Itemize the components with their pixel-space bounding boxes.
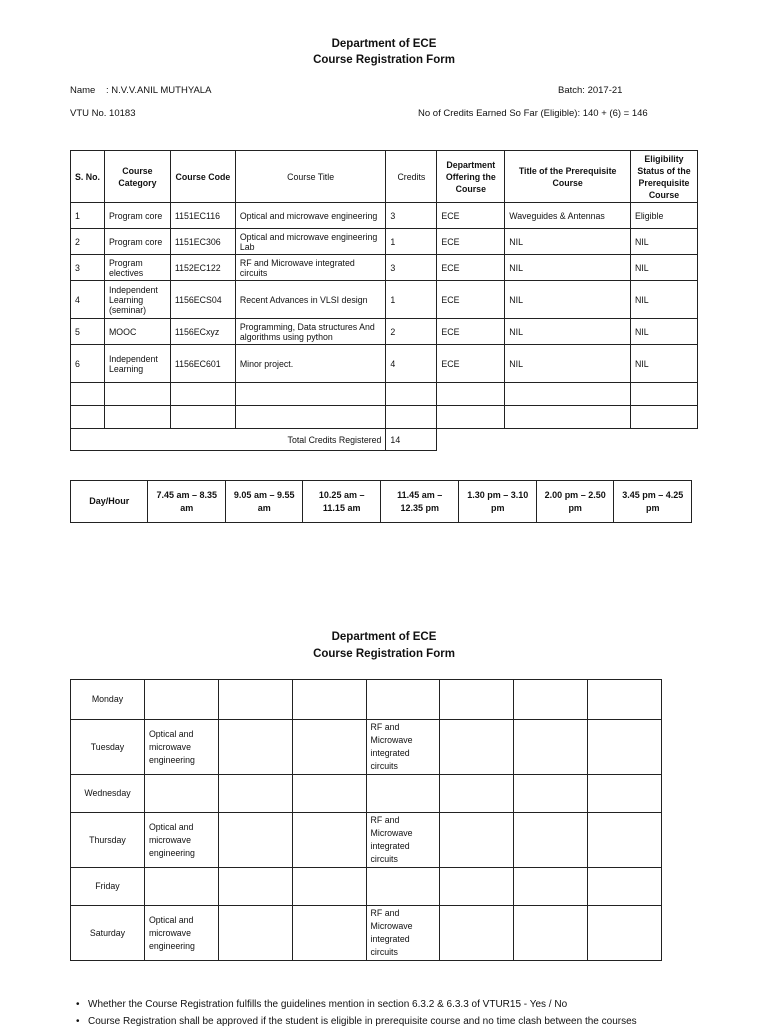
table-cell: ECE (437, 345, 505, 383)
timetable-cell: RF and Microwave integrated circuits (366, 906, 440, 961)
timetable-cell (366, 775, 440, 813)
table-cell: 1151EC306 (170, 229, 235, 255)
day-label: Monday (71, 680, 145, 720)
total-credits-value: 14 (386, 429, 437, 451)
table-cell: 2 (71, 229, 105, 255)
table-cell: Independent Learning (104, 345, 170, 383)
timetable-cell (218, 813, 292, 868)
table-cell (71, 383, 105, 406)
time-slot: 10.25 am – 11.15 am (303, 481, 380, 523)
timetable-row-wednesday (71, 775, 662, 813)
time-slot: 7.45 am – 8.35 am (148, 481, 225, 523)
name-value: : N.V.V.ANIL MUTHYALA (105, 85, 212, 96)
table-cell: 1 (386, 281, 437, 319)
table-cell (630, 406, 697, 429)
table-cell: NIL (505, 255, 631, 281)
table-cell (235, 406, 386, 429)
table-row (71, 203, 698, 229)
timetable-cell (292, 720, 366, 775)
table-cell: Recent Advances in VLSI design (235, 281, 386, 319)
timetable-cell (292, 775, 366, 813)
table-cell (437, 406, 505, 429)
table-cell: Minor project. (235, 345, 386, 383)
timetable-cell (514, 813, 588, 868)
timetable-cell (144, 868, 218, 906)
table-cell: 3 (386, 203, 437, 229)
table-cell: 4 (71, 281, 105, 319)
timetable-cell (292, 680, 366, 720)
time-slot: 9.05 am – 9.55 am (225, 481, 302, 523)
table-cell: 3 (71, 255, 105, 281)
table-cell: ECE (437, 319, 505, 345)
timetable-cell: RF and Microwave integrated circuits (366, 720, 440, 775)
timetable-cell (514, 775, 588, 813)
table-cell: Programming, Data structures And algorithms using python (235, 319, 386, 345)
table-cell (71, 406, 105, 429)
timetable-cell (292, 813, 366, 868)
header-cell: Department Offering the Course (437, 151, 505, 203)
table-cell: ECE (437, 255, 505, 281)
table-cell (630, 383, 697, 406)
day-label: Saturday (71, 906, 145, 961)
timetable-cell (588, 813, 662, 868)
timetable-cell (218, 775, 292, 813)
table-cell: Program electives (104, 255, 170, 281)
table-cell (170, 406, 235, 429)
timetable-cell (588, 775, 662, 813)
table-cell: NIL (630, 281, 697, 319)
name-label: Name (70, 85, 96, 96)
timetable-cell (144, 680, 218, 720)
form-title: Course Registration Form (313, 648, 455, 660)
timetable-cell (218, 868, 292, 906)
timetable-cell: Optical and microwave engineering (144, 906, 218, 961)
day-label: Wednesday (71, 775, 145, 813)
time-slot: 2.00 pm – 2.50 pm (536, 481, 613, 523)
table-cell: 1152EC122 (170, 255, 235, 281)
timetable-row-friday (71, 868, 662, 906)
time-slot-header (71, 481, 692, 523)
time-slot: 1.30 pm – 3.10 pm (459, 481, 536, 523)
table-cell: NIL (630, 255, 697, 281)
table-cell: 1156ECxyz (170, 319, 235, 345)
header-cell: Course Code (170, 151, 235, 203)
timetable-cell (218, 720, 292, 775)
timetable-cell (440, 813, 514, 868)
timetable-cell: RF and Microwave integrated circuits (366, 813, 440, 868)
timetable-cell (292, 868, 366, 906)
timetable-cell (588, 680, 662, 720)
table-cell: ECE (437, 229, 505, 255)
timetable-cell (218, 680, 292, 720)
credits-earned: No of Credits Earned So Far (Eligible): 140 + (6) = 146 (418, 108, 648, 119)
timetable-cell: Optical and microwave engineering (144, 813, 218, 868)
note-item: • Whether the Course Registration fulfills the guidelines mention in section 6.3.2 & 6.3.3 of VTUR15 - Yes / No (88, 996, 637, 1013)
table-cell (386, 406, 437, 429)
table-cell (386, 383, 437, 406)
table-row (71, 229, 698, 255)
form-title: Course Registration Form (313, 54, 455, 66)
table-cell: NIL (630, 345, 697, 383)
timetable-cell (144, 775, 218, 813)
table-cell (170, 383, 235, 406)
table-cell: 1 (71, 203, 105, 229)
timetable-cell (514, 680, 588, 720)
timetable-cell: Optical and microwave engineering (144, 720, 218, 775)
table-row (71, 255, 698, 281)
form-department-heading: Department of ECE (331, 38, 437, 50)
batch: Batch: 2017-21 (558, 85, 623, 96)
day-label: Tuesday (71, 720, 145, 775)
empty-row (71, 406, 698, 429)
guideline-notes (88, 996, 637, 1030)
table-cell: Eligible (630, 203, 697, 229)
table-cell: 3 (386, 255, 437, 281)
timetable-cell (440, 906, 514, 961)
table-cell (104, 406, 170, 429)
table-cell (505, 383, 631, 406)
table-cell (104, 383, 170, 406)
header-cell: S. No. (71, 151, 105, 203)
table-cell: NIL (505, 345, 631, 383)
total-row (71, 429, 698, 451)
timetable-cell (292, 906, 366, 961)
vtu-number: VTU No. 10183 (70, 108, 136, 119)
table-cell (505, 406, 631, 429)
note-item: • Course Registration shall be approved if the student is eligible in prerequisite course and no time clash between the courses (88, 1013, 637, 1030)
student-name (70, 85, 211, 96)
table-cell: 5 (71, 319, 105, 345)
weekly-timetable (70, 679, 662, 961)
table-cell: Independent Learning (seminar) (104, 281, 170, 319)
table-cell: NIL (630, 229, 697, 255)
header-cell: Title of the Prerequisite Course (505, 151, 631, 203)
table-cell: Optical and microwave engineering (235, 203, 386, 229)
table-cell: 2 (386, 319, 437, 345)
table-row (71, 345, 698, 383)
table-cell: 1156ECS04 (170, 281, 235, 319)
table-cell: NIL (505, 229, 631, 255)
day-hour-header: Day/Hour (71, 481, 148, 523)
timetable-cell (514, 906, 588, 961)
timetable-cell (514, 868, 588, 906)
table-cell: 4 (386, 345, 437, 383)
time-slot-table (70, 480, 692, 523)
table-cell: Optical and microwave engineering Lab (235, 229, 386, 255)
table-cell: 6 (71, 345, 105, 383)
table-cell: NIL (630, 319, 697, 345)
table-cell: 1156EC601 (170, 345, 235, 383)
table-cell: ECE (437, 281, 505, 319)
blank-cell (437, 429, 698, 451)
timetable-cell (366, 680, 440, 720)
timetable-cell (440, 775, 514, 813)
table-row (71, 281, 698, 319)
timetable-cell (588, 868, 662, 906)
header-cell: Credits (386, 151, 437, 203)
timetable-row-saturday (71, 906, 662, 961)
table-cell: Waveguides & Antennas (505, 203, 631, 229)
header-cell: Eligibility Status of the Prerequisite Course (630, 151, 697, 203)
timetable-cell (588, 720, 662, 775)
table-cell: Program core (104, 203, 170, 229)
time-slot: 11.45 am – 12.35 pm (380, 481, 459, 523)
table-cell: MOOC (104, 319, 170, 345)
table-cell: Program core (104, 229, 170, 255)
table-cell: ECE (437, 203, 505, 229)
course-table-header (71, 151, 698, 203)
empty-row (71, 383, 698, 406)
table-cell (437, 383, 505, 406)
course-table (70, 150, 698, 451)
header-cell: Course Title (235, 151, 386, 203)
table-cell: RF and Microwave integrated circuits (235, 255, 386, 281)
timetable-cell (366, 868, 440, 906)
table-cell: NIL (505, 319, 631, 345)
timetable-cell (588, 906, 662, 961)
total-credits-label: Total Credits Registered (71, 429, 386, 451)
timetable-cell (440, 868, 514, 906)
table-row (71, 319, 698, 345)
timetable-row-tuesday (71, 720, 662, 775)
table-cell: 1151EC116 (170, 203, 235, 229)
time-slot: 3.45 pm – 4.25 pm (614, 481, 692, 523)
table-cell (235, 383, 386, 406)
table-cell: 1 (386, 229, 437, 255)
timetable-row-monday (71, 680, 662, 720)
day-label: Thursday (71, 813, 145, 868)
day-label: Friday (71, 868, 145, 906)
timetable-cell (514, 720, 588, 775)
timetable-row-thursday (71, 813, 662, 868)
timetable-cell (440, 680, 514, 720)
timetable-cell (440, 720, 514, 775)
form-department-heading: Department of ECE (331, 631, 437, 643)
timetable-cell (218, 906, 292, 961)
header-cell: Course Category (104, 151, 170, 203)
table-cell: NIL (505, 281, 631, 319)
